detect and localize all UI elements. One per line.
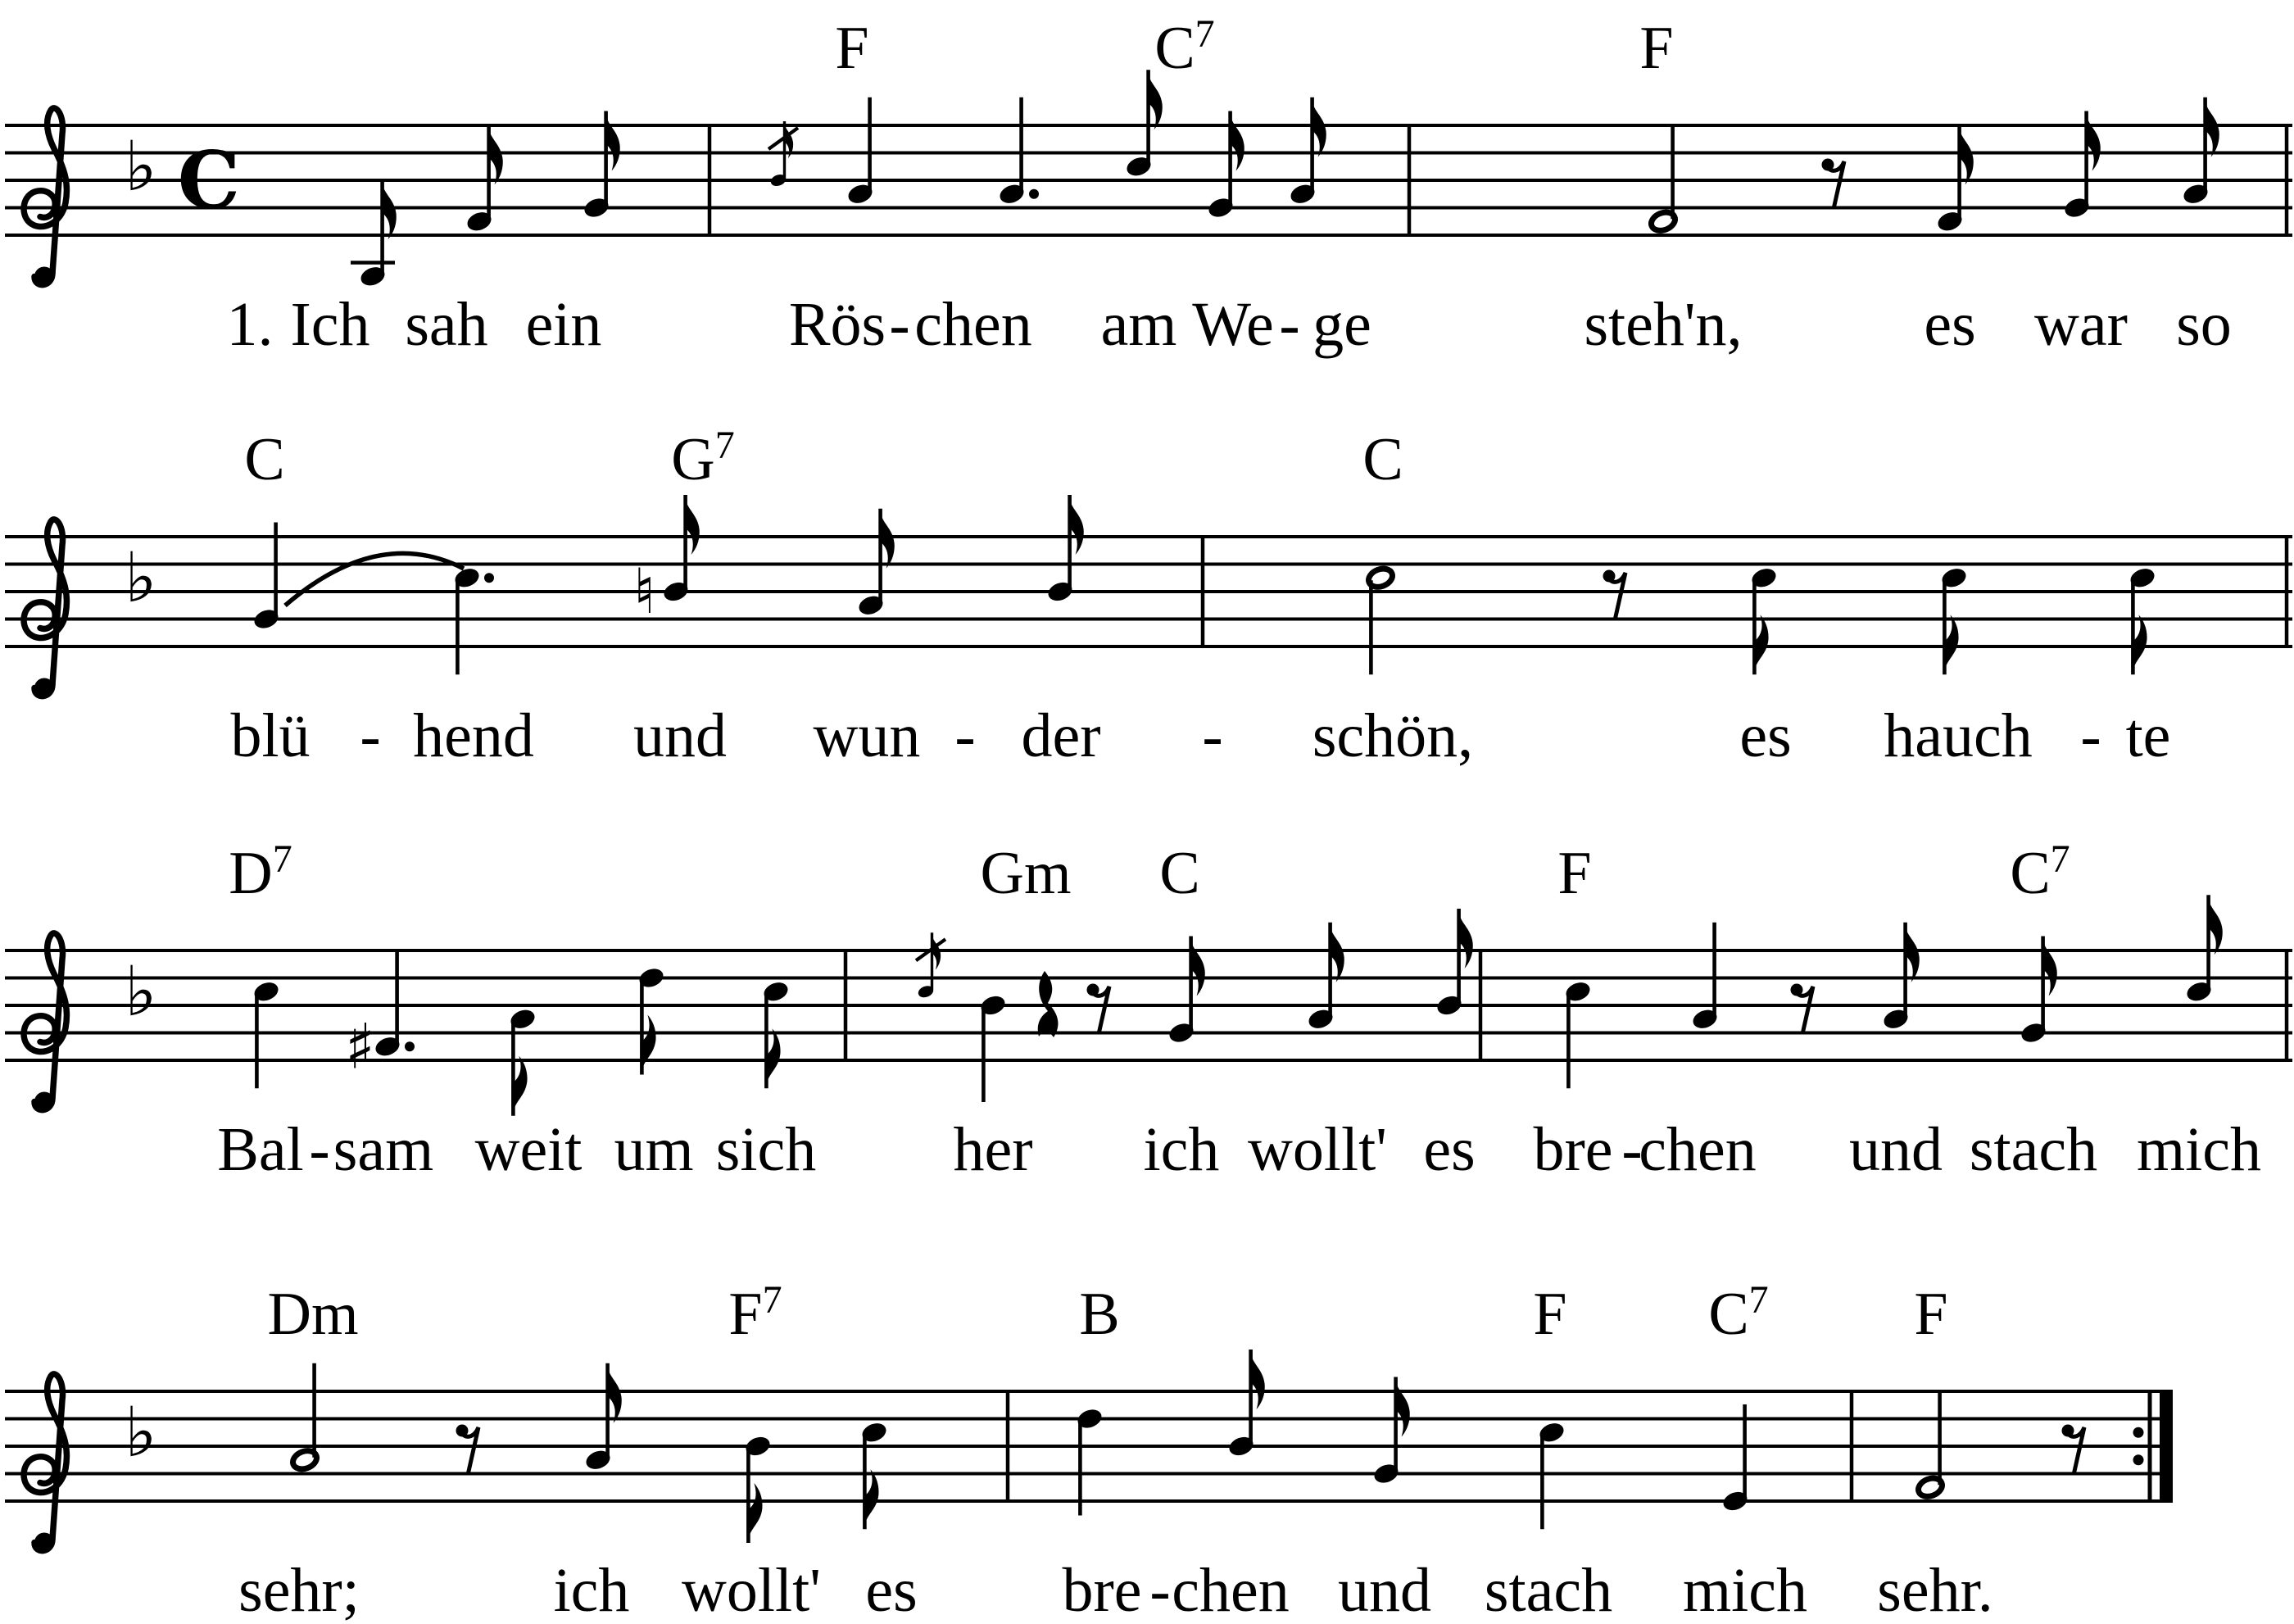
chord-label: Dm <box>267 1281 359 1348</box>
note <box>1045 495 1083 604</box>
system-2 <box>5 424 2292 770</box>
chord-label: F <box>1533 1281 1567 1348</box>
eighth-rest <box>1822 159 1845 210</box>
lyric-syllable: stach <box>1969 1115 2098 1184</box>
chord-label: $C^7$ <box>1154 12 1215 82</box>
note <box>2019 937 2056 1046</box>
lyric-syllable: war <box>2034 290 2128 359</box>
chord-label: F <box>1557 840 1592 907</box>
lyric-syllable: wollt' <box>1248 1115 1387 1184</box>
chord-label: C <box>244 426 285 493</box>
eighth-rest <box>2062 1425 2085 1476</box>
system-4 <box>5 1278 2173 1624</box>
time-signature: C <box>177 134 241 227</box>
grace-note <box>768 121 798 188</box>
note <box>252 523 280 632</box>
lyric-syllable: blü <box>230 701 311 770</box>
lyric-syllable: stach <box>1484 1556 1613 1624</box>
lyric-syllable: schön, <box>1312 701 1474 770</box>
lyric-syllable: - <box>1279 290 1300 359</box>
note <box>637 965 665 1074</box>
lyric-syllable: - <box>954 701 976 770</box>
lyric-syllable: her <box>953 1115 1033 1184</box>
lyric-syllable: 1. <box>226 290 274 359</box>
key-signature-flat: ♭ <box>125 538 157 618</box>
chord-label: F <box>835 15 869 82</box>
chord-label: F <box>1914 1281 1948 1348</box>
note <box>2062 111 2100 220</box>
eighth-rest <box>1603 570 1626 621</box>
note <box>582 111 619 220</box>
lyric-syllable: steh'n, <box>1584 290 1743 359</box>
note <box>345 950 415 1082</box>
lyric-syllable: - <box>2080 701 2101 770</box>
lyric-syllable: Ich <box>290 290 370 359</box>
note <box>1720 1404 1749 1513</box>
lyric-syllable: sich <box>715 1115 817 1184</box>
note <box>1167 937 1204 1046</box>
lyric-syllable: ich <box>553 1556 630 1624</box>
lyric-syllable: am <box>1100 290 1177 359</box>
lyric-syllable: und <box>633 701 727 770</box>
eighth-rest <box>1791 984 1814 1035</box>
treble-clef-icon <box>24 933 66 1112</box>
grace-note <box>916 932 945 1000</box>
note <box>1206 111 1244 220</box>
lyric-syllable: es <box>1924 290 1976 359</box>
lyric-syllable: wollt' <box>682 1556 821 1624</box>
chord-label: $C^7$ <box>1708 1278 1769 1348</box>
lyric-syllable: bre <box>1533 1115 1613 1184</box>
note <box>633 495 700 628</box>
svg-text:♮: ♮ <box>633 555 656 628</box>
chord-label: C <box>1159 840 1200 907</box>
slur <box>285 553 464 606</box>
system-1 <box>5 12 2292 359</box>
lyric-syllable: sehr; <box>238 1556 360 1624</box>
note <box>978 993 1007 1102</box>
note <box>743 1434 772 1543</box>
chord-label: F <box>1639 15 1674 82</box>
chord-label: $F^7$ <box>728 1278 782 1348</box>
key-signature-flat: ♭ <box>125 126 157 206</box>
system-3 <box>5 837 2292 1184</box>
lyric-syllable: hauch <box>1884 701 2033 770</box>
lyric-syllable: weit <box>474 1115 583 1184</box>
note <box>1371 1377 1409 1486</box>
treble-clef-icon <box>24 519 66 698</box>
lyric-syllable: wun <box>813 701 921 770</box>
lyric-syllable: es <box>1739 701 1792 770</box>
chord-label: B <box>1079 1281 1120 1348</box>
lyric-syllable: und <box>1849 1115 1943 1184</box>
lyric-syllable: - <box>1202 701 1223 770</box>
lyric-syllable: sam <box>333 1115 434 1184</box>
chord-label: Gm <box>980 840 1072 907</box>
lyric-syllable: - <box>360 701 381 770</box>
lyric-syllable: um <box>614 1115 694 1184</box>
lyric-syllable: ge <box>1312 290 1371 359</box>
lyric-syllable: - <box>309 1115 330 1184</box>
eighth-rest <box>1087 984 1110 1035</box>
lyric-syllable: Bal <box>217 1115 304 1184</box>
note <box>1435 909 1472 1018</box>
lyric-syllable: chen <box>914 290 1032 359</box>
lyric-syllable: - <box>1149 1556 1171 1624</box>
lyric-syllable: der <box>1021 701 1101 770</box>
key-signature-flat: ♭ <box>125 951 157 1032</box>
lyric-syllable: Rös <box>788 290 886 359</box>
lyric-syllable: sah <box>405 290 488 359</box>
lyric-syllable: hend <box>413 701 534 770</box>
lyric-syllable: - <box>889 290 910 359</box>
treble-clef-icon <box>24 108 66 287</box>
chord-label: $D^7$ <box>229 837 292 907</box>
lyric-syllable: te <box>2125 701 2171 770</box>
note <box>1075 1406 1104 1515</box>
lyric-syllable: mich <box>2137 1115 2261 1184</box>
chord-label: $G^7$ <box>671 424 735 493</box>
note <box>1226 1350 1264 1458</box>
lyric-syllable: ein <box>525 290 602 359</box>
lyric-syllable: chen <box>1639 1115 1757 1184</box>
lyric-syllable: bre <box>1062 1556 1142 1624</box>
chord-label: $C^7$ <box>2010 837 2070 907</box>
lyric-syllable: so <box>2176 290 2232 359</box>
lyric-syllable: We <box>1192 290 1274 359</box>
lyric-syllable: ich <box>1143 1115 1220 1184</box>
lyric-syllable: es <box>865 1556 918 1624</box>
lyric-syllable: sehr. <box>1877 1556 1993 1624</box>
key-signature-flat: ♭ <box>125 1392 157 1472</box>
lyric-syllable: mich <box>1683 1556 1807 1624</box>
lyric-syllable: und <box>1338 1556 1431 1624</box>
lyric-syllable: chen <box>1172 1556 1290 1624</box>
treble-clef-icon <box>24 1374 66 1553</box>
chord-label: C <box>1362 426 1403 493</box>
svg-text:♯: ♯ <box>345 1009 375 1083</box>
lyric-syllable: - <box>1621 1115 1643 1184</box>
lyric-syllable: es <box>1423 1115 1476 1184</box>
eighth-rest <box>456 1425 479 1476</box>
